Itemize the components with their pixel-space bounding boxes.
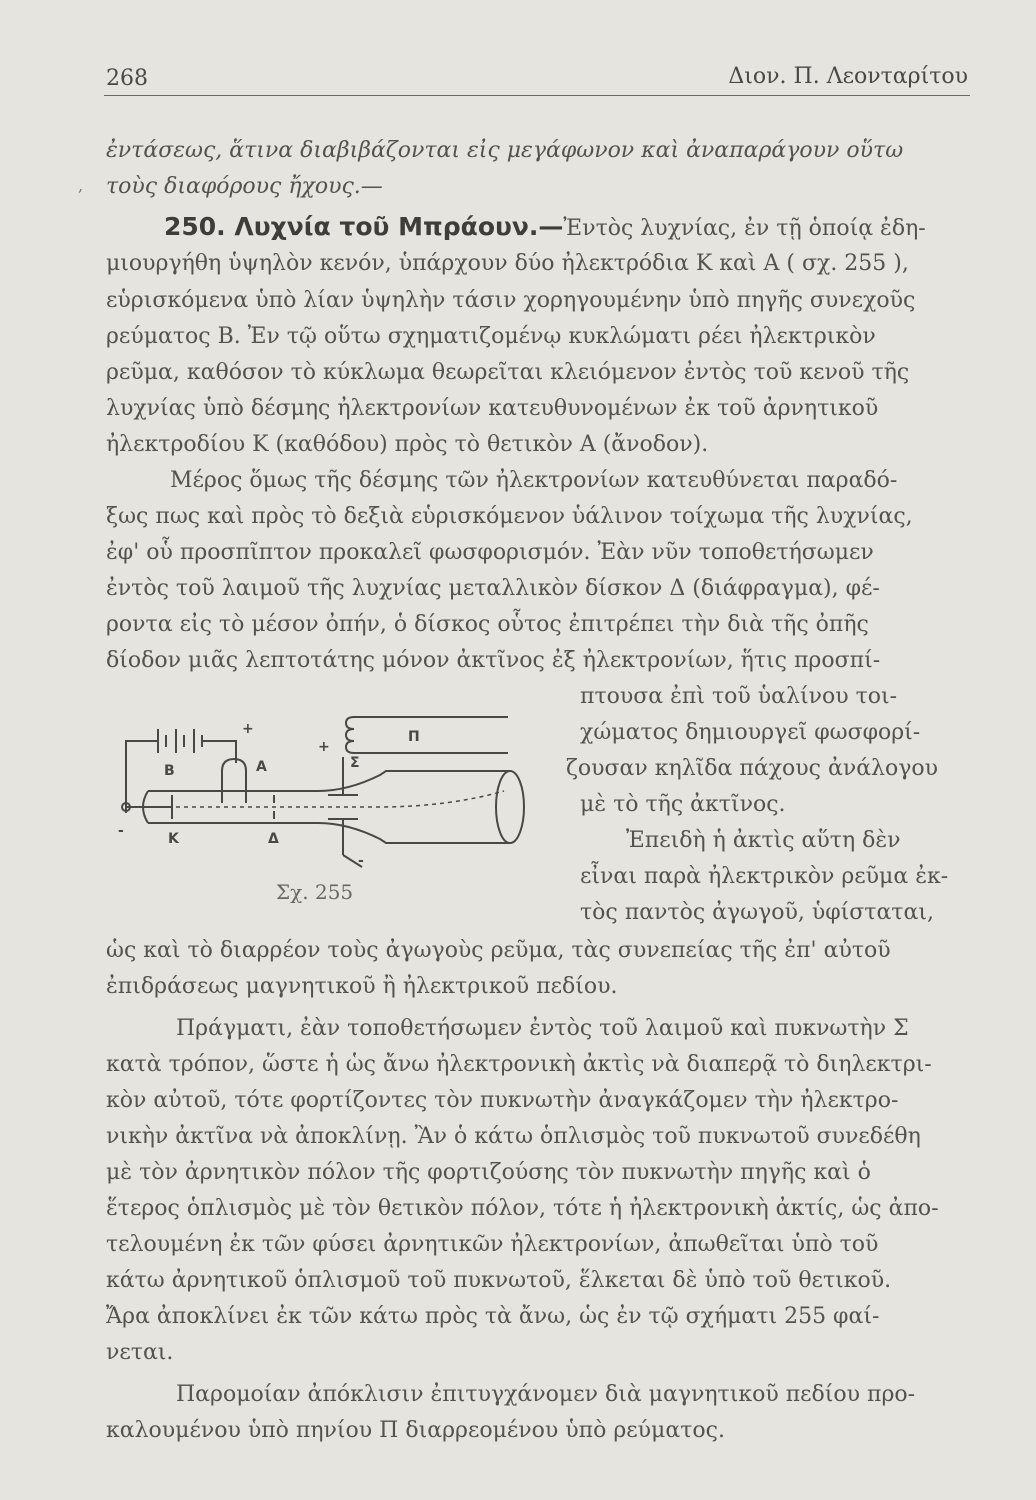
coil-P [346,717,354,753]
label-D: Δ [268,831,279,847]
text-line: τοὺς διαφόρους ἤχους.— [106,174,383,199]
section-first-line: Ἐντὸς λυχνίας, ἐν τῇ ὁποίᾳ ἐδη- [563,216,926,241]
margin-mark: , [78,176,84,195]
text-line: ἠλεκτροδίου Κ (καθόδου) πρὸς τὸ θετικὸν Α (ἄνοδον). [106,432,709,457]
tube-bottom [148,823,510,843]
label-S: Σ [350,755,360,771]
text-line: πτουσα ἐπὶ τοῦ ὑαλίνου τοι- [580,684,898,709]
label-plus: + [242,721,254,737]
text-line: Πράγματι, ἐὰν τοποθετήσωμεν ἐντὸς τοῦ λαιμοῦ καὶ πυκνωτὴν Σ [176,1016,909,1041]
text-line: κὸν αὐτοῦ, τότε φορτίζοντες τὸν πυκνωτὴν ἀναγκάζομεν τὴν ἠλεκτρο- [106,1088,899,1113]
label-minus: - [118,823,124,839]
section-heading: 250. Λυχνία τοῦ Μπράουν.— [164,212,564,241]
running-title: Διον. Π. Λεονταρίτου [728,64,968,89]
text-line: ρεῦμα, καθόσον τὸ κύκλωμα θεωρεῖται κλειόμενον ἐντὸς τοῦ κενοῦ τῆς [106,360,910,385]
text-line: καλουμένου ὑπὸ πηνίου Π διαρρεομένου ὑπὸ ρεύματος. [106,1418,725,1443]
text-line: Ἐπειδὴ ἡ ἀκτὶς αὕτη δὲν [626,828,901,853]
text-line: ἐπιδράσεως μαγνητικοῦ ἢ ἠλεκτρικοῦ πεδίου. [106,974,618,999]
tube-top [148,771,510,791]
text-line: εὑρισκόμενα ὑπὸ λίαν ὑψηλὴν τάσιν χορηγουμένην ὑπὸ πηγῆς συνεχοῦς [106,288,916,313]
wire-left [126,741,158,813]
text-line: ὡς καὶ τὸ διαρρέον τοὺς ἀγωγοὺς ρεῦμα, τὰς συνεπείας τῆς ἐπ' αὐτοῦ [106,938,891,963]
text-line: ἐφ' οὗ προσπῖπτον προκαλεῖ φωσφορισμόν. Ἐὰν νῦν τοποθετήσωμεν [106,540,874,565]
text-line: ρεύματος Β. Ἐν τῷ οὕτω σχηματιζομένῳ κυκλώματι ρέει ἠλεκτρικὸν [106,324,876,349]
figure-caption: Σχ. 255 [276,880,354,904]
text-line: κάτω ἀρνητικοῦ ὁπλισμοῦ τοῦ πυκνωτοῦ, ἕλκεται δὲ ὑπὸ τοῦ θετικοῦ. [106,1268,892,1293]
label-minus: - [358,853,364,869]
text-line: τελουμένη ἐκ τῶν φύσει ἀρνητικῶν ἠλεκτρονίων, ἀπωθεῖται ὑπὸ τοῦ [106,1232,879,1257]
section-line [164,212,926,244]
text-line: Μέρος ὅμως τῆς δέσμης τῶν ἠλεκτρονίων κατευθύνεται παραδό- [170,468,898,493]
label-A: A [256,759,267,775]
text-line: ζουσαν κηλῖδα πάχους ἀνάλογου [566,756,939,781]
text-line: εἶναι παρὰ ἠλεκτρικὸν ρεῦμα ἐκ- [580,864,949,889]
text-line: ἕτερος ὁπλισμὸς μὲ τὸν θετικὸν πόλον, τότε ἡ ἠλεκτρονικὴ ἀκτίς, ὡς ἀπο- [106,1196,939,1221]
text-line: μιουργήθη ὑψηλὸν κενόν, ὑπάρχουν δύο ἠλεκτρόδια Κ καὶ Α ( σχ. 255 ), [106,251,909,276]
text-line: ροντα εἰς τὸ μέσον ὀπήν, ὁ δίσκος οὗτος ἐπιτρέπει τὴν διὰ τῆς ὀπῆς [106,612,869,637]
header-rule [104,95,970,96]
text-line: ξως πως καὶ πρὸς τὸ δεξιὰ εὑρισκόμενον ὑάλινον τοίχωμα τῆς λυχνίας, [106,504,913,529]
text-line: χώματος δημιουργεῖ φωσφορί- [580,720,921,745]
text-line: Παρομοίαν ἀπόκλισιν ἐπιτυγχάνομεν διὰ μαγνητικοῦ πεδίου προ- [176,1382,916,1407]
tube-screen [496,771,524,843]
label-B: B [164,763,175,779]
text-line: δίοδον μιᾶς λεπτοτάτης μόνον ἀκτῖνος ἐξ ἠλεκτρονίων, ἥτις προσπί- [106,648,881,673]
figure-braun-tube [118,695,538,875]
text-line: ἐντάσεως, ἅτινα διαβιβάζονται εἰς μεγάφωνον καὶ ἀναπαράγουν οὕτω [106,138,904,163]
label-P: Π [408,729,420,745]
text-line: μὲ τὸ τῆς ἀκτῖνος. [580,792,786,817]
text-line: νικὴν ἀκτῖνα νὰ ἀποκλίνῃ. Ἂν ὁ κάτω ὁπλισμὸς τοῦ πυκνωτοῦ συνεδέθη [106,1124,921,1149]
label-plus: + [318,739,330,755]
anode-A [222,759,246,803]
text-line: ἐντὸς τοῦ λαιμοῦ τῆς λυχνίας μεταλλικὸν δίσκον Δ (διάφραγμα), φέ- [106,576,880,601]
text-line: Ἄρα ἀποκλίνει ἐκ τῶν κάτω πρὸς τὰ ἄνω, ὡς ἐν τῷ σχήματι 255 φαί- [106,1304,880,1329]
text-line: νεται. [106,1340,174,1365]
text-line: λυχνίας ὑπὸ δέσμης ἠλεκτρονίων κατευθυνομένων ἐκ τοῦ ἀρνητικοῦ [106,396,879,421]
electron-beam [176,791,504,807]
text-line: τὸς παντὸς ἀγωγοῦ, ὑφίσταται, [580,900,934,925]
text-line: κατὰ τρόπον, ὥστε ἡ ὡς ἄνω ἠλεκτρονικὴ ἀκτὶς νὰ διαπερᾷ τὸ διηλεκτρι- [106,1052,932,1077]
page-number: 268 [106,66,148,91]
text-line: μὲ τὸν ἀρνητικὸν πόλον τῆς φορτιζούσης τὸν πυκνωτὴν πηγῆς καὶ ὁ [106,1160,871,1185]
label-K: K [168,831,179,847]
